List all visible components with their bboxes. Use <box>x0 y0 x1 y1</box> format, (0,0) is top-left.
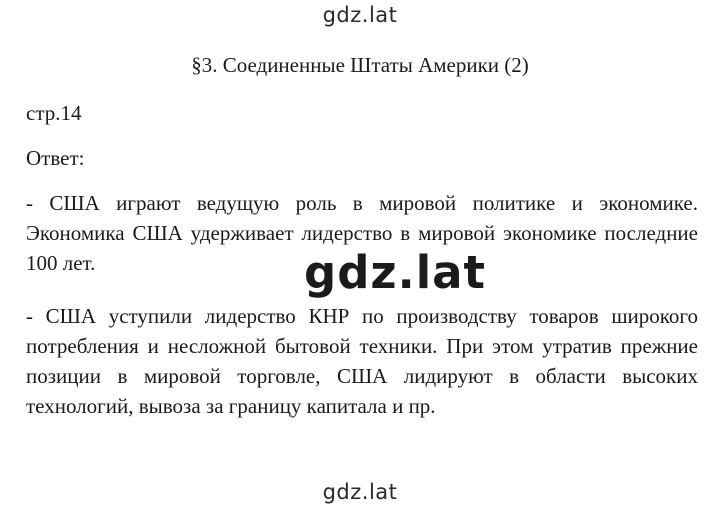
answer-label: Ответ: <box>26 146 85 170</box>
section-title: §3. Соединенные Штаты Америки (2) <box>191 53 529 77</box>
answer-paragraph: - США играют ведущую роль в мировой политике и экономике. Экономика США удерживает лидерство в мировой экономике последние 100 лет. <box>26 191 698 275</box>
watermark-top: gdz.lat <box>322 3 398 27</box>
watermark-center: gdz.lat <box>303 246 486 299</box>
answer-paragraph: - США уступили лидерство КНР по производству товаров широкого потребления и несложной бытовой техники. При этом утратив прежние позиции в мировой торговле, США лидируют в области высоких технологий, вывоза за границу капитала и пр. <box>26 304 698 418</box>
page-reference: стр.14 <box>26 101 82 125</box>
watermark-bottom: gdz.lat <box>322 480 398 504</box>
